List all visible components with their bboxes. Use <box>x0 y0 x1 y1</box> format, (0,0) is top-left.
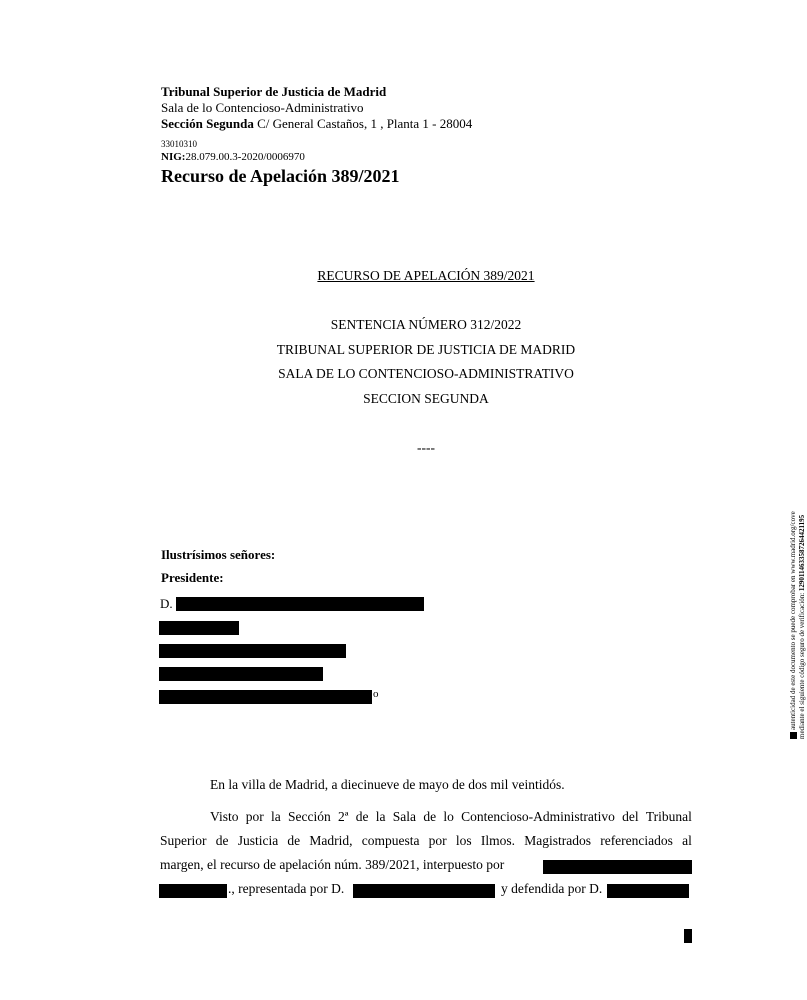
redaction-representative <box>353 884 495 898</box>
nig-value: 28.079.00.3-2020/0006970 <box>185 151 305 163</box>
redaction-judge-2 <box>159 644 346 658</box>
redaction-judge-3 <box>159 667 323 681</box>
redaction-judge-1 <box>159 621 239 635</box>
verification-line-1: autenticidad de este documento se puede comprobar en www.madrid.org/cove <box>789 479 798 739</box>
date-line: En la villa de Madrid, a diecinueve de mayo de dos mil veintidós. <box>210 777 565 792</box>
paragraph-line-4a: ., representada por D. <box>228 881 345 896</box>
nig-label: NIG: <box>161 151 186 163</box>
court-name: Tribunal Superior de Justicia de Madrid <box>161 84 387 99</box>
judge-prefix: D. <box>160 596 173 611</box>
appeal-title: RECURSO DE APELACIÓN 389/2021 <box>317 268 535 283</box>
redaction-lawyer <box>607 884 689 898</box>
redaction-appellant-cont <box>159 884 227 898</box>
nig <box>161 149 305 165</box>
verification-note <box>789 479 807 739</box>
redaction-judge-4 <box>159 690 372 704</box>
judges-heading: Ilustrísimos señores: <box>161 547 276 562</box>
address: C/ General Castaños, 1 , Planta 1 - 28004 <box>257 116 473 131</box>
redaction-appellant <box>543 860 692 874</box>
chamber-title: SALA DE LO CONTENCIOSO-ADMINISTRATIVO <box>278 366 574 381</box>
chamber-name: Sala de lo Contencioso-Administrativo <box>161 100 364 115</box>
verification-line-2: mediante el siguiente código seguro de verificación: 1290114633587264421195 <box>798 514 806 739</box>
paragraph-line-3: margen, el recurso de apelación núm. 389/2021, interpuesto por <box>160 857 505 872</box>
court-title: TRIBUNAL SUPERIOR DE JUSTICIA DE MADRID <box>276 342 576 357</box>
paragraph-line-4b: y defendida por D. <box>501 881 603 896</box>
separator: ---- <box>417 440 435 455</box>
section-title: SECCION SEGUNDA <box>363 391 489 406</box>
section-label: Sección Segunda <box>161 116 254 131</box>
judgment-number: SENTENCIA NÚMERO 312/2022 <box>330 317 522 332</box>
page-marker <box>684 929 692 943</box>
president-label: Presidente: <box>161 570 224 585</box>
case-title: Recurso de Apelación 389/2021 <box>161 166 400 186</box>
verification-code: 1290114633587264421195 <box>798 514 806 592</box>
office-code: 33010310 <box>161 139 197 149</box>
verification-square <box>790 732 797 739</box>
trailing-o: o <box>373 688 379 700</box>
paragraph-line-2: Superior de Justicia de Madrid, compuesta por los Ilmos. Magistrados referenciados al <box>160 833 692 848</box>
paragraph-line-1: Visto por la Sección 2ª de la Sala de lo Contencioso-Administrativo del Tribunal <box>210 809 692 824</box>
section-address <box>161 116 472 132</box>
redaction-president <box>176 597 424 611</box>
